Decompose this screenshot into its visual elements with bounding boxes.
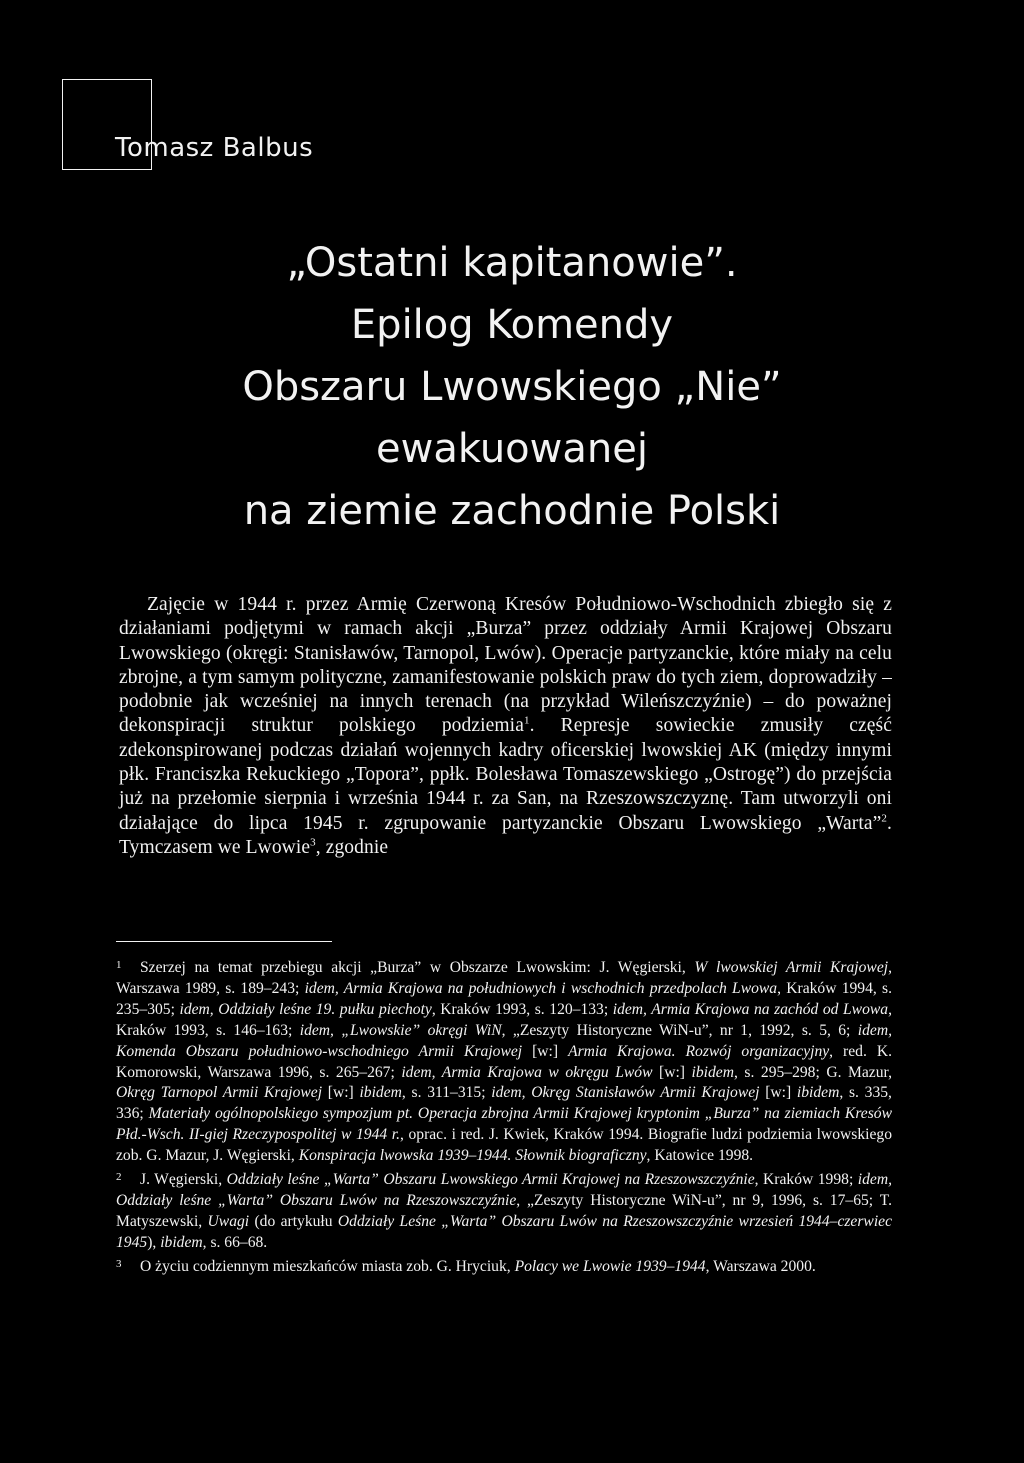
- footnote-title: idem, Armia Krajowa w okręgu Lwów: [401, 1063, 653, 1081]
- footnote-text: [w:]: [652, 1063, 692, 1081]
- footnote-text: , Kraków 1993, s. 146–163;: [116, 1000, 892, 1039]
- footnote-ref-2[interactable]: 2: [881, 812, 888, 825]
- footnote-title: idem, Komenda Obszaru południowo-wschodniego Armii Krajowej: [116, 1021, 892, 1060]
- footnote-text: [w:]: [759, 1084, 797, 1102]
- footnote-text: O życiu codziennym mieszkańców miasta zob. G. Hryciuk,: [140, 1257, 515, 1275]
- title-line-5: na ziemie zachodnie Polski: [243, 488, 781, 534]
- footnote-title: idem, Oddziały leśne „Warta” Obszaru Lwów na Rzeszowszczyźnie: [116, 1171, 892, 1209]
- footnote-title: ibidem: [160, 1233, 203, 1251]
- footnote-title: Okręg Tarnopol Armii Krajowej: [116, 1084, 323, 1102]
- footnote-title: idem, Okręg Stanisławów Armii Krajowej: [491, 1084, 760, 1102]
- footnote-3: [116, 1254, 892, 1278]
- body-text-part-3: . Tymczasem we Lwowie: [119, 812, 892, 858]
- footnotes: [116, 955, 892, 1278]
- author-frame-baseline: [62, 169, 152, 170]
- footnote-text: , Warszawa 1989, s. 189–243;: [116, 959, 892, 997]
- footnote-title: ibidem: [796, 1084, 840, 1102]
- title-line-1: „Ostatni kapitanowie”.: [286, 240, 738, 286]
- footnote-title: Oddziały leśne „Warta” Obszaru Lwowskiego Armii Krajowej na Rzeszowszczyźnie: [226, 1171, 755, 1189]
- footnote-title: Konspiracja lwowska 1939–1944. Słownik biograficzny: [298, 1147, 647, 1165]
- footnote-text: , red. K. Komorowski, Warszawa 1996, s. 265–267;: [116, 1042, 892, 1081]
- body-paragraph: [119, 593, 892, 860]
- footnote-ref-3[interactable]: 3: [310, 836, 316, 849]
- footnote-title: ibidem: [691, 1063, 734, 1081]
- footnote-text: , Katowice 1998.: [646, 1147, 754, 1165]
- footnote-text: , oprac. i red. J. Kwiek, Kraków 1994. Biografie ludzi podziemia lwowskiego zob. G. Mazur, J. Węgierski,: [116, 1126, 892, 1165]
- footnote-text: (do artykułu: [249, 1212, 338, 1230]
- title-line-2: Epilog Komendy: [350, 302, 674, 348]
- footnote-title: ibidem: [359, 1084, 402, 1102]
- footnote-title: Oddziały Leśne „Warta” Obszaru Lwów na Rzeszowszczyźnie wrzesień 1944–czerwiec 1945: [116, 1212, 892, 1251]
- footnote-text: [w:]: [322, 1084, 360, 1102]
- footnote-title: idem, Oddziały leśne 19. pułku piechoty: [179, 1000, 432, 1018]
- author-name: Tomasz Balbus: [115, 133, 314, 163]
- footnote-text: , „Zeszyty Historyczne WiN-u”, nr 1, 1992, s. 5, 6;: [501, 1021, 858, 1039]
- footnote-text: J. Węgierski,: [140, 1171, 227, 1189]
- footnote-title: idem, Armia Krajowa na zachód od Lwowa: [612, 1000, 889, 1018]
- body-text-part-1: Zajęcie w 1944 r. przez Armię Czerwoną Kresów Południowo-Wschodnich zbiegło się z działaniami podjętymi w ramach akcji „Burza” przez oddziały Armii Krajowej Obszaru Lwowskiego (okręgi: Stanisławów, Tarnopol, Lwów). Operacje partyzanckie, które miały na celu zbrojne, a tym samym polityczne, zamanifestowanie polskich praw do tych ziem, doprowadziły – podobnie jak wcześniej na innych terenach (na przykład Wileńszczyźnie) – do poważnej dekonspiracji struktur polskiego podziemia: [119, 594, 892, 737]
- title-line-4: ewakuowanej: [376, 426, 648, 472]
- footnote-text: , Warszawa 2000.: [705, 1257, 816, 1275]
- footnote-title: Materiały ogólnopolskiego sympozjum pt. Operacja zbrojna Armii Krajowej kryptonim „Burza” na ziemiach Kresów Płd.-Wsch. II-giej Rzeczypospolitej w 1944 r.: [116, 1105, 892, 1144]
- footnote-text: , Kraków 1998;: [754, 1171, 858, 1189]
- footnote-text: , s. 311–315;: [401, 1084, 492, 1102]
- footnote-title: Armia Krajowa. Rozwój organizacyjny: [568, 1042, 830, 1060]
- footnote-number: 3: [116, 1257, 122, 1270]
- title-line-3: Obszaru Lwowskiego „Nie”: [242, 364, 782, 410]
- footnote-text: [w:]: [522, 1042, 569, 1060]
- footnote-2: [116, 1167, 892, 1254]
- footnote-number: 2: [116, 1171, 122, 1184]
- footnote-title: Uwagi: [207, 1212, 250, 1230]
- footnote-text: , Kraków 1994, s. 235–305;: [116, 979, 892, 1018]
- body-text-part-4: , zgodnie: [315, 836, 389, 858]
- body-text-part-2: . Represje sowieckie zmusiły część zdekonspirowanej podczas działań wojennych kadry oficerskiej lwowskiej AK (między innymi płk. Franciszka Rekuckiego „Topora”, ppłk. Bolesława Tomaszewskiego „Ostrogę”) do przejścia już na przełomie sierpnia i września 1944 r. za San, na Rzeszowszczyznę. Tam utworzyli oni działające do lipca 1945 r. zgrupowanie partyzanckie Obszaru Lwowskiego „Warta”: [119, 715, 892, 834]
- footnote-number: 1: [116, 959, 122, 971]
- footnote-title: Polacy we Lwowie 1939–1944: [514, 1257, 706, 1275]
- article-title: [100, 232, 924, 542]
- footnote-title: W lwowskiej Armii Krajowej: [694, 959, 889, 976]
- footnote-ref-1[interactable]: 1: [523, 714, 530, 727]
- footnote-title: idem, „Lwowskie” okręgi WiN: [299, 1021, 502, 1039]
- footnote-separator: [116, 941, 332, 942]
- footnote-text: Szerzej na temat przebiegu akcji „Burza” w Obszarze Lwowskim: J. Węgierski,: [140, 959, 695, 976]
- footnote-text: , Kraków 1993, s. 120–133;: [431, 1000, 613, 1018]
- footnote-1: [116, 955, 892, 1167]
- footnote-text: , s. 335, 336;: [116, 1084, 892, 1123]
- footnote-text: , „Zeszyty Historyczne WiN-u”, nr 9, 1996, s. 17–65; T. Matyszewski,: [116, 1191, 892, 1230]
- footnote-title: idem, Armia Krajowa na południowych i wschodnich przedpolach Lwowa: [304, 979, 778, 997]
- footnote-text: , s. 295–298; G. Mazur,: [733, 1063, 892, 1081]
- footnote-text: , s. 66–68.: [202, 1233, 268, 1251]
- footnote-text: ),: [147, 1233, 161, 1251]
